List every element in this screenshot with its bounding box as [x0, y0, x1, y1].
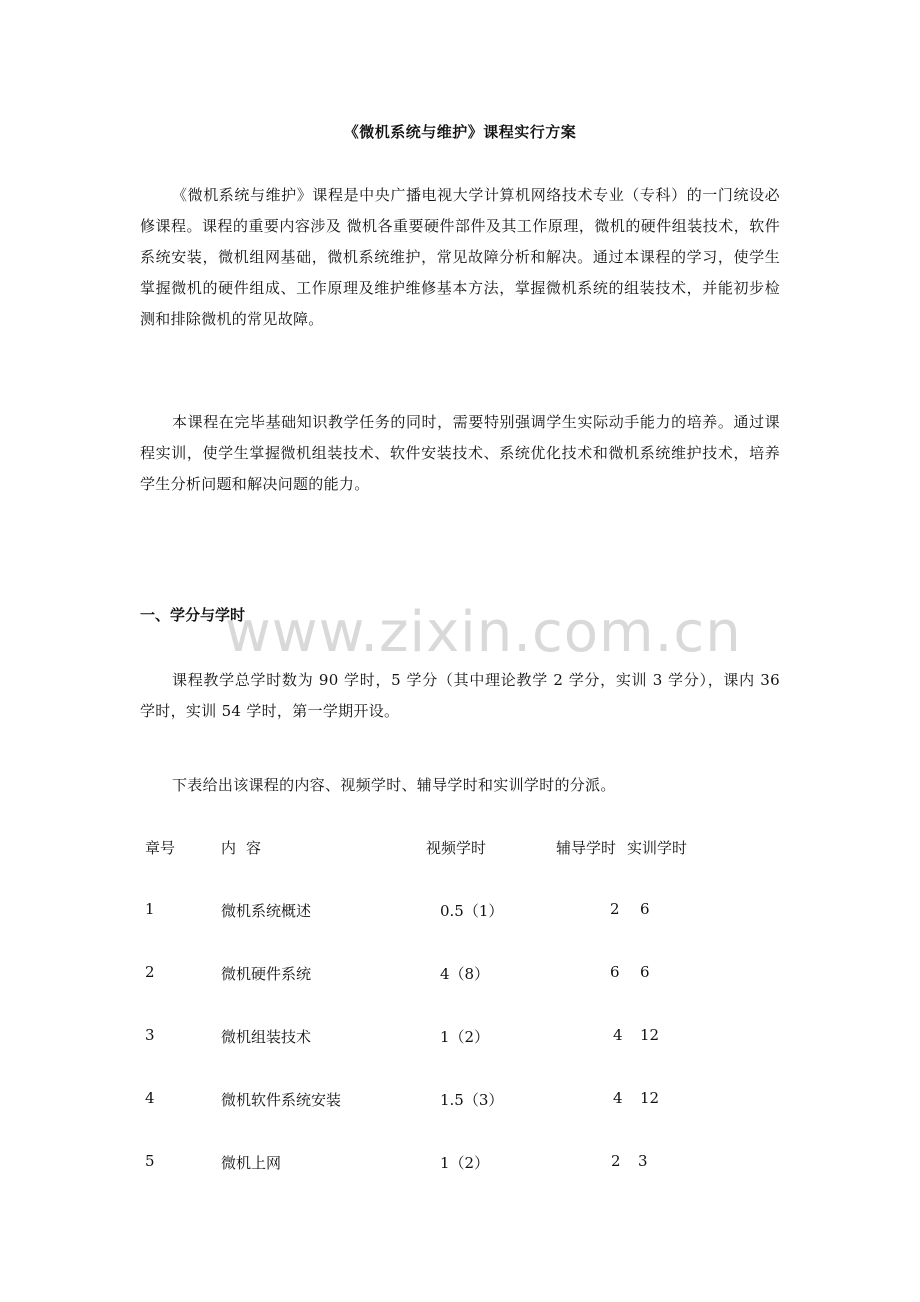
section-paragraph-1: 课程教学总学时数为 90 学时，5 学分（其中理论教学 2 学分，实训 3 学分），课内 36 学时，实训 54 学时，第一学期开设。 [140, 671, 780, 720]
table-cell-video: 1.5（3） [440, 1091, 504, 1109]
table-header-video: 视频学时 [426, 839, 487, 857]
table-cell-content: 微机软件系统安装 [221, 1091, 342, 1109]
intro-paragraph-1: 《微机系统与维护》课程是中央广播电视大学计算机网络技术专业（专科）的一门统设必修课程。课程的重要内容涉及 微机各重要硬件部件及其工作原理，微机的硬件组装技术，软件系统安装，微机组网基础，微机系统维护，常见故障分析和解决。通过本课程的学习，使学生掌握微机的硬件组成、工作原理及维护维修基本方法，掌握微机系统的组装技术，并能初步检测和排除微机的常见故障。 [140, 186, 780, 328]
table-cell-content: 微机系统概述 [221, 902, 312, 920]
table-cell-tutor: 4 [613, 1026, 623, 1044]
table-cell-tutor: 6 [610, 963, 620, 981]
table-cell-train: 12 [640, 1089, 660, 1107]
table-cell-tutor: 2 [611, 1152, 621, 1170]
table-cell-train: 6 [640, 900, 650, 918]
table-cell-train: 12 [640, 1026, 660, 1044]
table-header-train: 实训学时 [627, 839, 688, 857]
section-heading-credits-hours: 一、学分与学时 [140, 606, 246, 624]
table-cell-video: 1（2） [440, 1154, 490, 1172]
table-cell-train: 3 [638, 1152, 648, 1170]
table-cell-no: 2 [145, 963, 155, 981]
table-cell-train: 6 [640, 963, 650, 981]
table-cell-content: 微机组装技术 [221, 1028, 312, 1046]
intro-paragraph-2: 本课程在完毕基础知识教学任务的同时，需要特别强调学生实际动手能力的培养。通过课程实训，使学生掌握微机组装技术、软件安装技术、系统优化技术和微机系统维护技术，培养学生分析问题和解决问题的能力。 [140, 413, 780, 493]
table-cell-video: 1（2） [440, 1028, 490, 1046]
watermark: www.zixin.com.cn [225, 600, 742, 665]
table-cell-tutor: 4 [613, 1089, 623, 1107]
section-paragraph-2: 下表给出该课程的内容、视频学时、辅导学时和实训学时的分派。 [172, 776, 616, 794]
table-header-tutor: 辅导学时 [556, 839, 617, 857]
table-header-content: 内容 [221, 839, 272, 857]
table-cell-video: 0.5（1） [440, 902, 504, 920]
table-cell-tutor: 2 [610, 900, 620, 918]
table-cell-no: 5 [145, 1152, 155, 1170]
table-header-no: 章号 [145, 839, 176, 857]
document-title: 《微机系统与维护》课程实行方案 [343, 123, 577, 141]
table-cell-content: 微机上网 [221, 1154, 282, 1172]
table-cell-video: 4（8） [440, 965, 490, 983]
table-cell-no: 4 [145, 1089, 155, 1107]
table-cell-no: 3 [145, 1026, 155, 1044]
table-cell-no: 1 [145, 900, 155, 918]
table-cell-content: 微机硬件系统 [221, 965, 312, 983]
